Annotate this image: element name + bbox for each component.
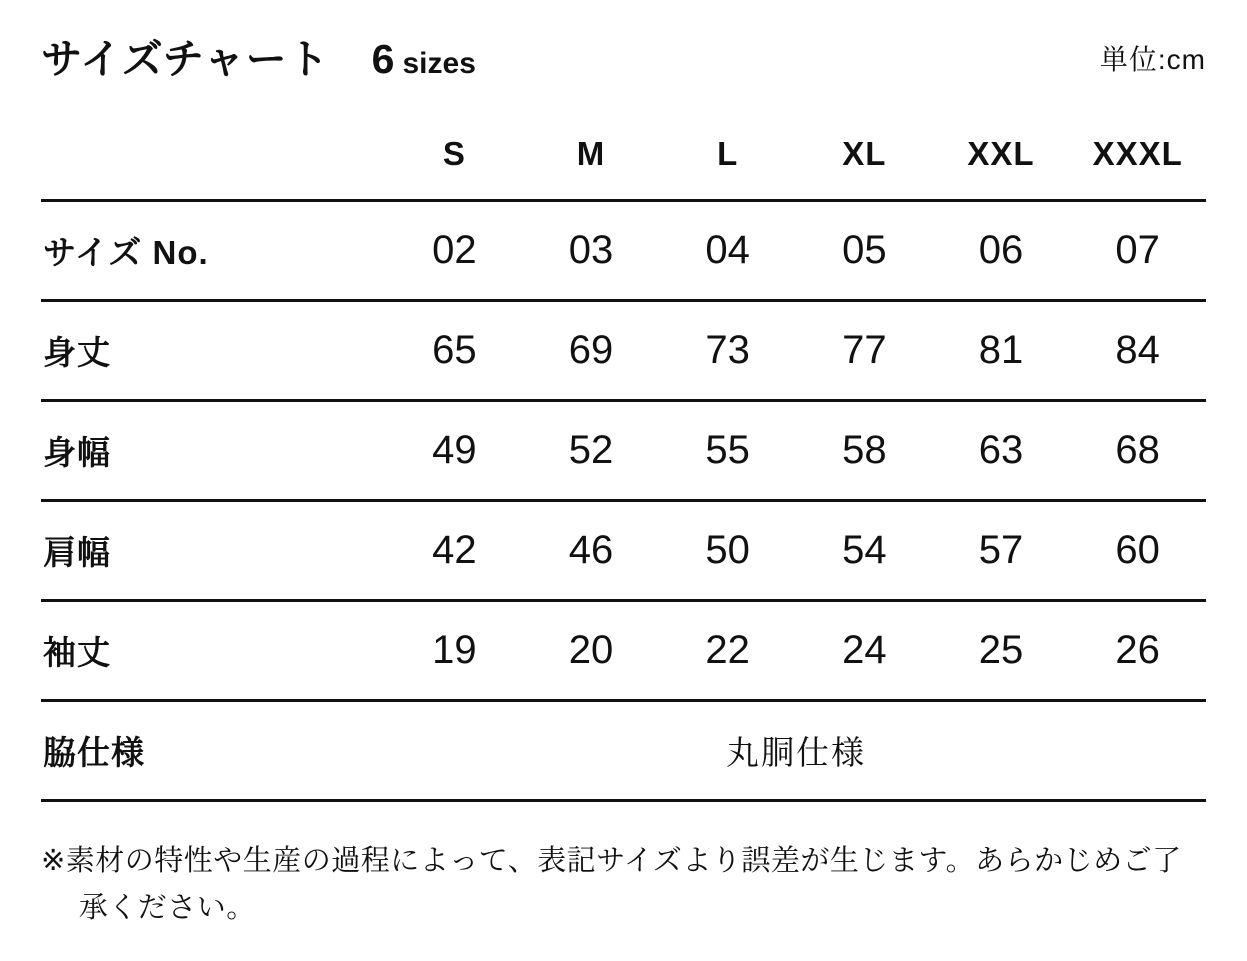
cell-value: 42 bbox=[432, 528, 477, 572]
cell-value: 52 bbox=[568, 428, 614, 472]
cell-value: 25 bbox=[978, 628, 1024, 672]
column-header-l: L bbox=[717, 135, 739, 172]
cell-value: 63 bbox=[978, 428, 1024, 472]
cell-value: 58 bbox=[842, 428, 887, 472]
title-group bbox=[41, 26, 476, 85]
column-header-xl: XL bbox=[842, 135, 887, 172]
cell-value: 02 bbox=[432, 228, 477, 272]
cell-value: 81 bbox=[978, 328, 1024, 372]
cell-value: 07 bbox=[1115, 228, 1160, 272]
cell-value: 19 bbox=[432, 628, 477, 672]
row-label: 袖丈 bbox=[43, 634, 111, 671]
column-header-xxl: XXL bbox=[967, 135, 1035, 172]
disclaimer-note: ※素材の特性や生産の過程によって、表記サイズより誤差が生じます。あらかじめご了承ください。 bbox=[41, 845, 1182, 924]
table-header-row bbox=[41, 123, 1206, 199]
row-label: 身丈 bbox=[43, 334, 111, 371]
row-label: 肩幅 bbox=[43, 534, 111, 571]
table-row-shoulder-width bbox=[41, 499, 1206, 599]
row-label: 身幅 bbox=[43, 434, 111, 471]
cell-value: 03 bbox=[568, 228, 614, 272]
cell-value: 46 bbox=[568, 528, 614, 572]
size-count-suffix: sizes bbox=[402, 47, 476, 80]
header-bar bbox=[41, 26, 1206, 85]
cell-value: 60 bbox=[1115, 528, 1160, 572]
column-header-m: M bbox=[576, 135, 606, 172]
cell-value: 84 bbox=[1115, 328, 1160, 372]
table-row-body-length bbox=[41, 299, 1206, 399]
cell-value: 49 bbox=[432, 428, 477, 472]
table-row-side-spec bbox=[41, 699, 1206, 802]
cell-value: 05 bbox=[842, 228, 887, 272]
size-count: 6 bbox=[371, 36, 395, 82]
cell-value: 73 bbox=[705, 328, 750, 372]
cell-value: 65 bbox=[432, 328, 477, 372]
cell-value: 50 bbox=[705, 528, 750, 572]
cell-value: 57 bbox=[978, 528, 1024, 572]
cell-value: 54 bbox=[842, 528, 887, 572]
size-table bbox=[41, 123, 1206, 802]
column-header-xxxl: XXXL bbox=[1092, 135, 1183, 172]
table-row-body-width bbox=[41, 399, 1206, 499]
cell-value: 22 bbox=[705, 628, 750, 672]
table-row-sleeve-length bbox=[41, 599, 1206, 699]
unit-label: 単位:cm bbox=[1099, 44, 1206, 75]
span-cell-value: 丸胴仕様 bbox=[726, 734, 866, 771]
cell-value: 26 bbox=[1115, 628, 1160, 672]
row-label: 脇仕様 bbox=[43, 734, 145, 771]
cell-value: 77 bbox=[842, 328, 887, 372]
page-title: サイズチャート bbox=[41, 36, 330, 82]
cell-value: 06 bbox=[978, 228, 1024, 272]
row-label: サイズ No. bbox=[43, 234, 209, 271]
cell-value: 68 bbox=[1115, 428, 1160, 472]
cell-value: 20 bbox=[568, 628, 614, 672]
column-header-s: S bbox=[442, 135, 466, 172]
cell-value: 24 bbox=[842, 628, 887, 672]
cell-value: 04 bbox=[705, 228, 750, 272]
cell-value: 69 bbox=[568, 328, 614, 372]
table-row-size-no bbox=[41, 199, 1206, 299]
cell-value: 55 bbox=[705, 428, 750, 472]
